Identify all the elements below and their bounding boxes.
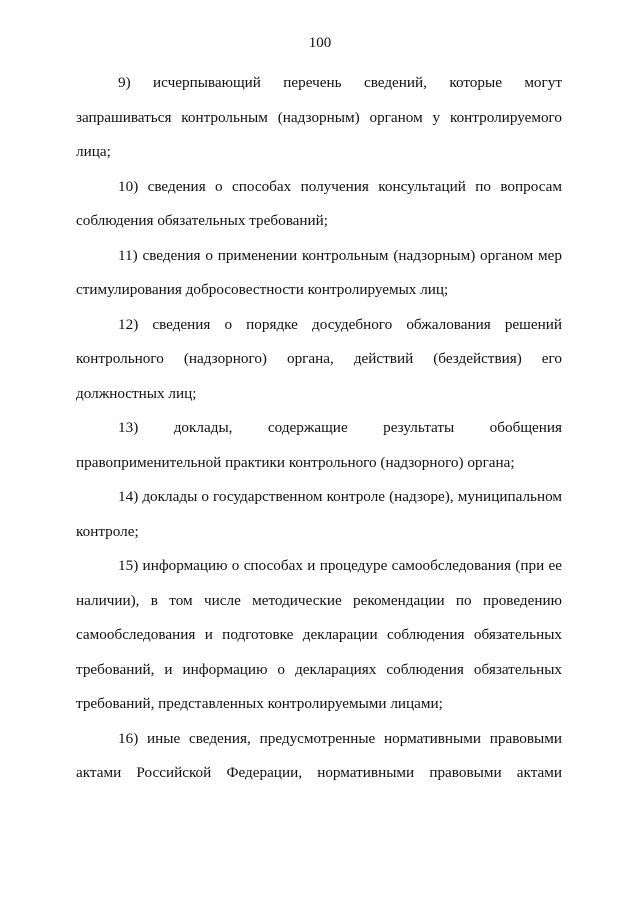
paragraph-item-12: 12) сведения о порядке досудебного обжалования решений контрольного (надзорного) органа, действий (бездействия) его должностных лиц; (76, 315, 562, 402)
paragraph-item-10: 10) сведения о способах получения консультаций по вопросам соблюдения обязательных требований; (76, 177, 562, 229)
paragraph-item-14: 14) доклады о государственном контроле (надзоре), муниципальном контроле; (76, 488, 562, 540)
document-body (76, 66, 562, 791)
paragraph-item-13: 13) доклады, содержащие результаты обобщения правоприменительной практики контрольного (надзорного) органа; (76, 419, 562, 471)
paragraph-item-15: 15) информацию о способах и процедуре самообследования (при ее наличии), в том числе методические рекомендации по проведению самообследования и подготовке декларации соблюдения обязательных требований, и информацию о декларациях соблюдения обязательных требований, представленных контролируемыми лицами; (76, 557, 562, 712)
paragraph-item-9: 9) исчерпывающий перечень сведений, которые могут запрашиваться контрольным (надзорным) органом у контролируемого лица; (76, 74, 562, 160)
paragraph-item-11: 11) сведения о применении контрольным (надзорным) органом мер стимулирования добросовестности контролируемых лиц; (76, 246, 562, 298)
page-number: 100 (308, 35, 332, 51)
paragraph-item-16: 16) иные сведения, предусмотренные нормативными правовыми актами Российской Федерации, нормативными правовыми актами (76, 729, 562, 781)
